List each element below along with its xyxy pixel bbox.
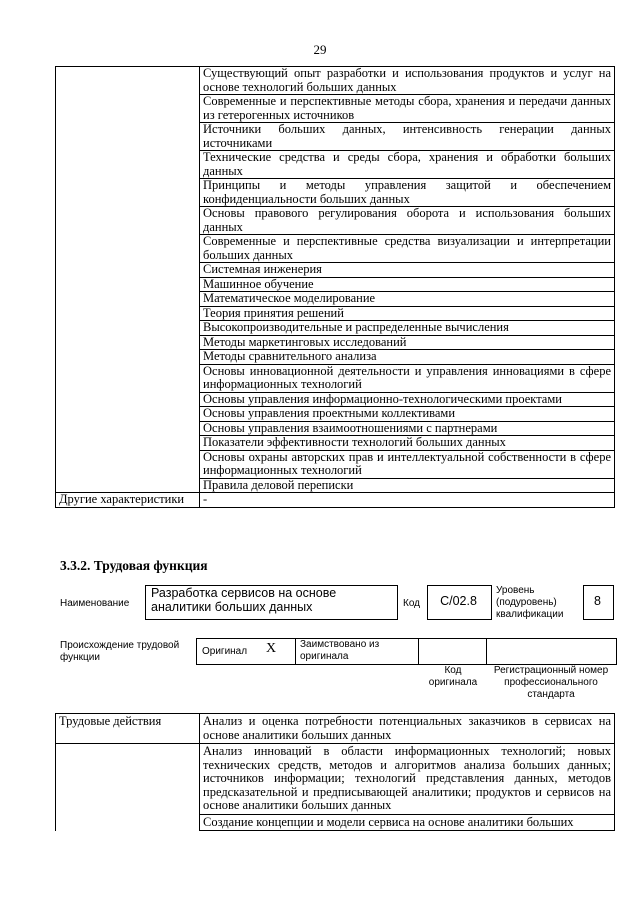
borrowed-label: Заимствовано из оригинала: [300, 639, 380, 662]
table-row: [56, 744, 615, 815]
label-cell: [56, 350, 200, 365]
knowledge-item: Машинное обучение: [200, 277, 615, 292]
label-cell: [56, 235, 200, 263]
knowledge-item: Основы инновационной деятельности и управления инновациями в сфере информационных технологий: [200, 364, 615, 392]
label-cell: [56, 179, 200, 207]
label-cell: [56, 814, 200, 831]
label-cell: [56, 407, 200, 422]
label-cell: [56, 335, 200, 350]
table-row: [56, 235, 615, 263]
knowledge-item: Основы управления проектными коллективами: [200, 407, 615, 422]
label-cell: [56, 151, 200, 179]
knowledge-item: Основы охраны авторских прав и интеллектуальной собственности в сфере информационных технологий: [200, 450, 615, 478]
page-number: 29: [313, 42, 327, 57]
knowledge-item: Основы управления информационно-технологическими проектами: [200, 392, 615, 407]
label-cell: [56, 123, 200, 151]
table-row: [56, 67, 615, 95]
table-row: [56, 407, 615, 422]
label-cell: [56, 478, 200, 493]
code-label: Код: [403, 598, 421, 609]
table-row: [56, 335, 615, 350]
actions-table: [55, 713, 615, 831]
other-characteristics-label: Другие характеристики: [56, 493, 200, 508]
label-cell: [56, 421, 200, 436]
knowledge-item: Правила деловой переписки: [200, 478, 615, 493]
knowledge-item: Технические средства и среды сбора, хранения и обработки больших данных: [200, 151, 615, 179]
action-item: Создание концепции и модели сервиса на основе аналитики больших: [200, 814, 615, 831]
knowledge-item: Методы маркетинговых исследований: [200, 335, 615, 350]
table-row: [56, 478, 615, 493]
other-characteristics-row: [56, 493, 615, 508]
actions-label: Трудовые действия: [56, 714, 200, 744]
table-row: [56, 292, 615, 307]
table-row: [56, 151, 615, 179]
code-value: С/02.8: [440, 594, 477, 608]
action-item: Анализ и оценка потребности потенциальных заказчиков в сервисах на основе аналитики больших данных: [200, 714, 615, 744]
table-row: [56, 364, 615, 392]
section-title: 3.3.2. Трудовая функция: [60, 558, 208, 573]
original-mark: X: [266, 641, 277, 656]
knowledge-item: Существующий опыт разработки и использования продуктов и услуг на основе технологий больших данных: [200, 67, 615, 95]
knowledge-item: Источники больших данных, интенсивность генерации данных источниками: [200, 123, 615, 151]
knowledge-item: Математическое моделирование: [200, 292, 615, 307]
table-row: [56, 95, 615, 123]
table-row: [56, 436, 615, 451]
reg-number-caption: Регистрационный номер профессионального стандарта: [493, 665, 609, 700]
knowledge-item: Показатели эффективности технологий больших данных: [200, 436, 615, 451]
origin-divider-1: [295, 638, 296, 664]
table-row: [56, 392, 615, 407]
table-row: [56, 350, 615, 365]
table-row: [56, 814, 615, 831]
other-characteristics-value: -: [200, 493, 615, 508]
knowledge-item: Современные и перспективные средства визуализации и интерпретации больших данных: [200, 235, 615, 263]
label-cell: [56, 306, 200, 321]
name-label: Наименование: [60, 598, 130, 609]
knowledge-item: Высокопроизводительные и распределенные вычисления: [200, 321, 615, 336]
level-label: Уровень (подуровень) квалификации: [496, 585, 564, 620]
code-original-caption: Код оригинала: [428, 665, 478, 688]
origin-divider-2: [418, 638, 419, 664]
label-cell: [56, 364, 200, 392]
label-cell: [56, 95, 200, 123]
label-cell: [56, 392, 200, 407]
label-cell: [56, 277, 200, 292]
knowledge-item: Основы правового регулирования оборота и использования больших данных: [200, 207, 615, 235]
knowledge-item: Основы управления взаимоотношениями с партнерами: [200, 421, 615, 436]
name-value: Разработка сервисов на основе аналитики больших данных: [151, 586, 337, 614]
label-cell: [56, 207, 200, 235]
knowledge-item: Методы сравнительного анализа: [200, 350, 615, 365]
table-row: [56, 179, 615, 207]
action-item: Анализ инноваций в области информационных технологий; новых технических средств, методов и алгоритмов анализа больших данных; источников информации; технологий представления данных, методов предсказательной и предписывающей аналитики; продуктов и сервисов на основе аналитики больших данных: [200, 744, 615, 815]
table-row: [56, 321, 615, 336]
label-cell: [56, 321, 200, 336]
knowledge-item: Теория принятия решений: [200, 306, 615, 321]
table-row: [56, 263, 615, 278]
table-row: [56, 306, 615, 321]
label-cell: [56, 67, 200, 95]
knowledge-item: Принципы и методы управления защитой и обеспечением конфиденциальности больших данных: [200, 179, 615, 207]
label-cell: [56, 436, 200, 451]
original-label: Оригинал: [202, 646, 248, 657]
label-cell: [56, 450, 200, 478]
label-cell: [56, 744, 200, 815]
table-row: [56, 714, 615, 744]
origin-label: Происхождение трудовой функции: [60, 640, 180, 663]
table-row: [56, 207, 615, 235]
knowledge-table: [55, 66, 615, 508]
label-cell: [56, 292, 200, 307]
origin-divider-3: [486, 638, 487, 664]
table-row: [56, 450, 615, 478]
table-row: [56, 421, 615, 436]
label-cell: [56, 263, 200, 278]
level-value: 8: [594, 594, 601, 608]
knowledge-item: Современные и перспективные методы сбора, хранения и передачи данных из гетерогенных источников: [200, 95, 615, 123]
table-row: [56, 123, 615, 151]
knowledge-item: Системная инженерия: [200, 263, 615, 278]
table-row: [56, 277, 615, 292]
